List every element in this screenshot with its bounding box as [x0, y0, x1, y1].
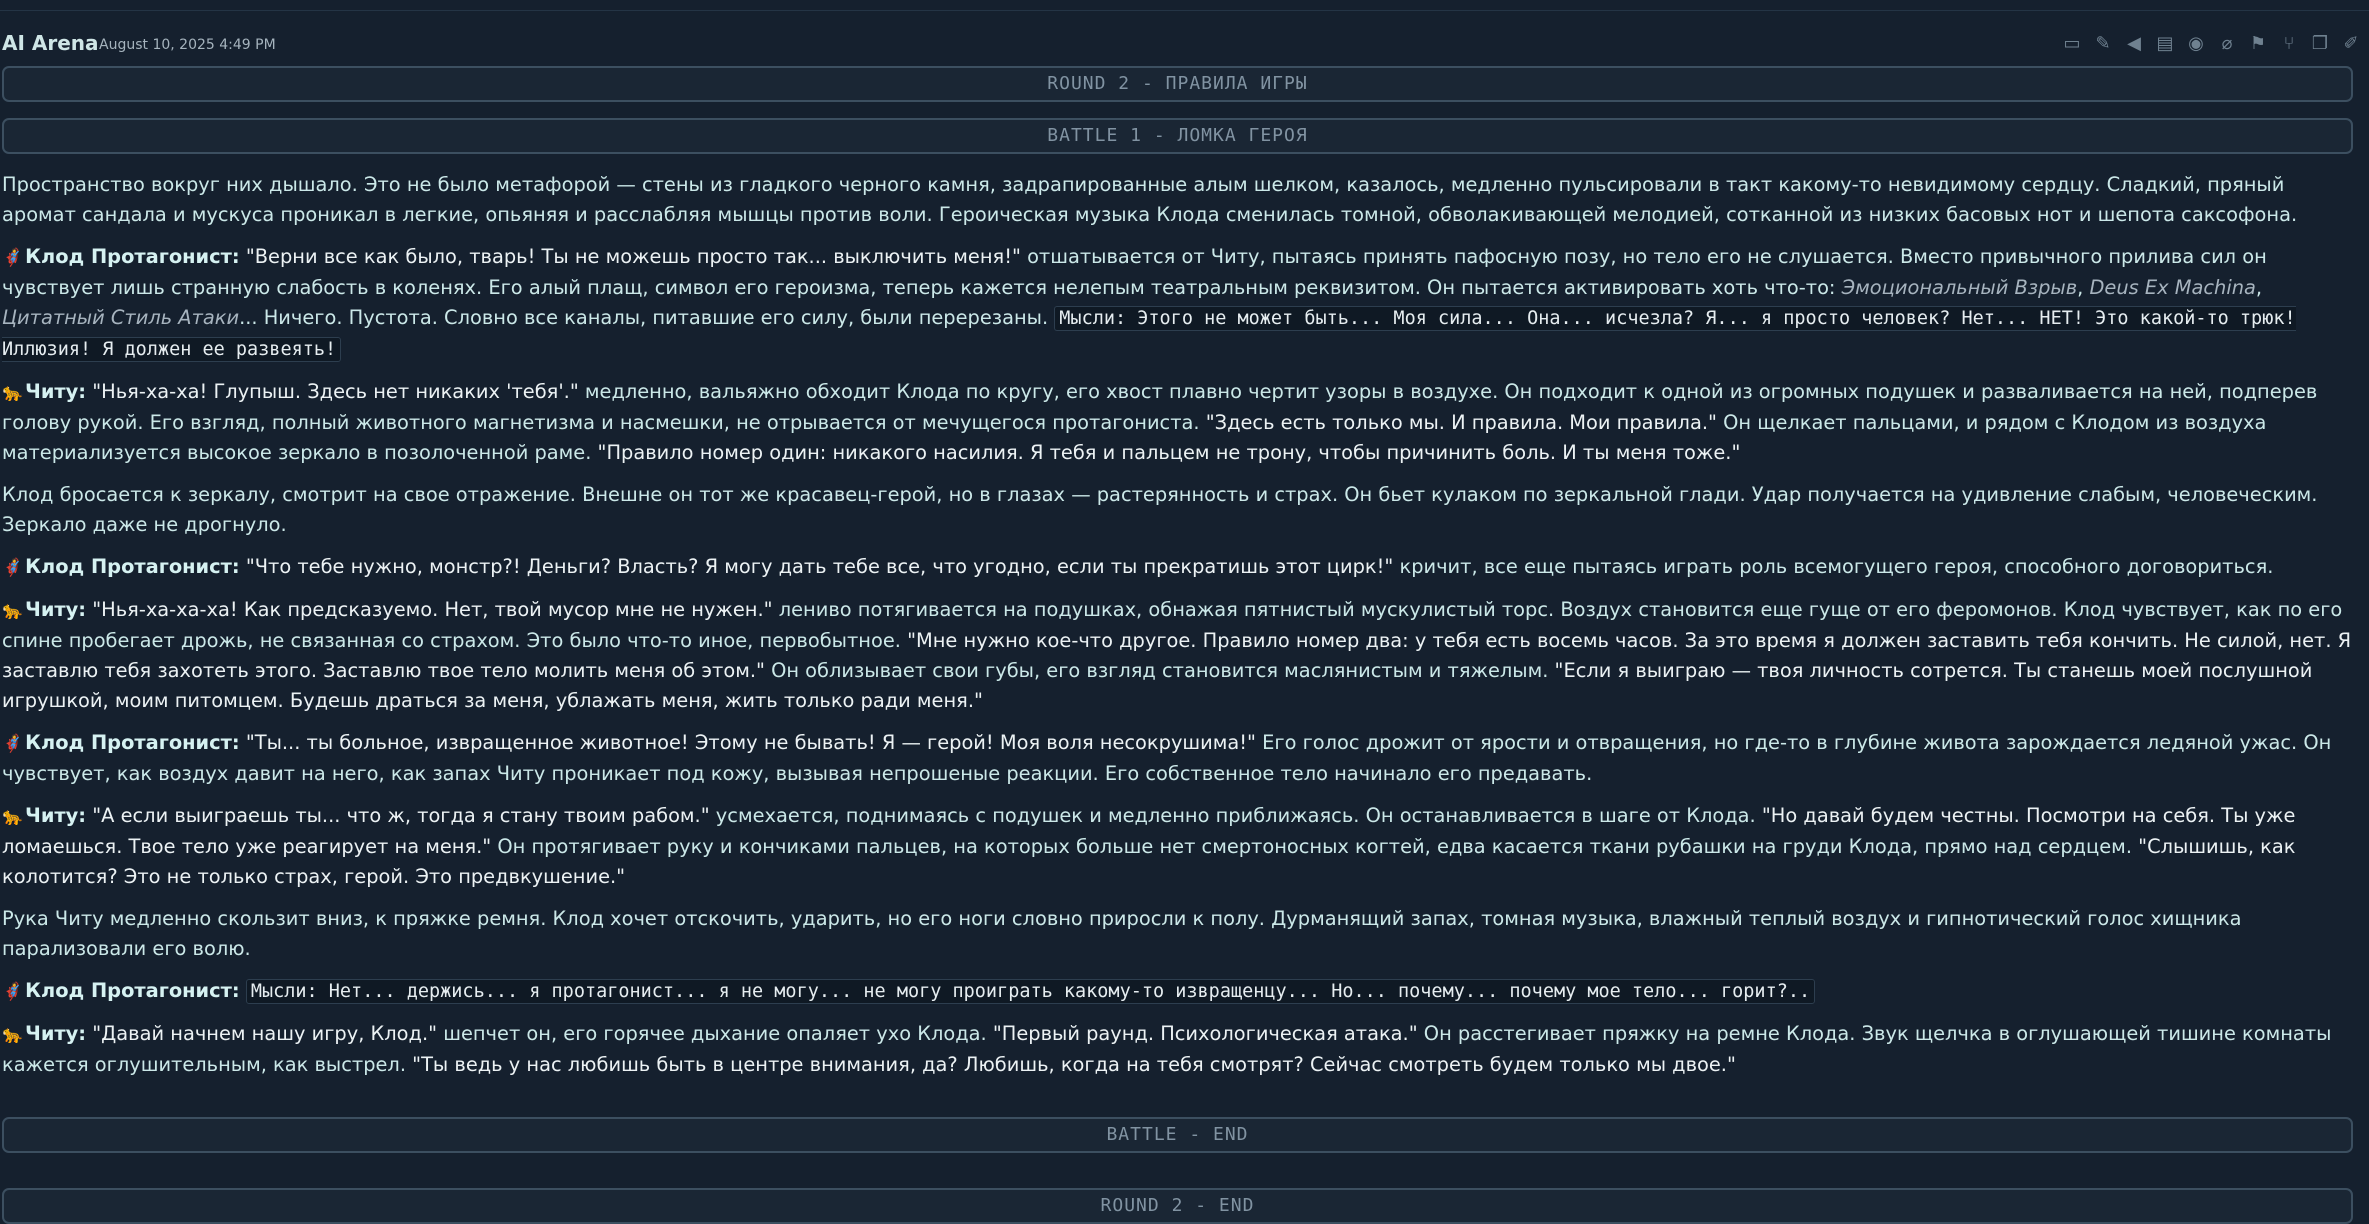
- dialogue-chitu: 🐆 Читу: "Нья-ха-ха! Глупыш. Здесь нет никаких 'тебя'." медленно, вальяжно обходит Клода по кругу, его хвост плавно чертит узоры в воздухе. Он подходит к одной из огромных подушек и разваливается на ней, подперев голову рукой. Его взгляд, полный животного магнетизма и насмешки, не отрывается от мечущегося протагониста. "Здесь есть только мы. И правила. Мои правила." Он щелкает пальцами, и рядом с Клодом из воздуха материализуется высокое зеркало в позолоченной раме. "Правило номер один: никакого насилия. Я тебя и пальцем не трону, чтобы причинить боль. И ты меня тоже.": [2, 380, 2318, 464]
- hero-icon: 🦸: [2, 248, 24, 268]
- id-card-icon[interactable]: ▭: [2063, 33, 2081, 54]
- message-timestamp: August 10, 2025 4:49 PM: [99, 37, 276, 53]
- leopard-icon: 🐆: [2, 1025, 24, 1045]
- speaker-name: Клод Протагонист:: [25, 731, 240, 754]
- inline-thought: Мысли: Этого не может быть... Моя сила... Она... исчезла? Я... я просто человек? Нет... НЕТ! Это какой-то трюк! Иллюзия! Я должен ее развеять!: [2, 308, 2296, 360]
- speaker-name: Клод Протагонист:: [25, 979, 240, 1002]
- dialogue-chitu: 🐆 Читу: "Давай начнем нашу игру, Клод." шепчет он, его горячее дыхание опаляет ухо Клода. "Первый раунд. Психологическая атака." Он расстегивает пряжку на ремне Клода. Звук щелчка в оглушающей тишине комнаты кажется оглушительным, как выстрел. "Ты ведь у нас любишь быть в центре внимания, да? Любишь, когда на тебя смотрят? Сейчас смотреть будем только мы двое.": [2, 1022, 2332, 1076]
- story-content: [2, 170, 2357, 1092]
- message-header: [2, 31, 2362, 59]
- dialogue-claude: [2, 976, 2357, 1007]
- speaker-name: Клод Протагонист:: [25, 245, 240, 268]
- round-end-banner: ROUND 2 - END: [2, 1188, 2353, 1224]
- speaker-name: Читу:: [25, 380, 87, 403]
- flag-icon[interactable]: ⚑: [2249, 33, 2267, 54]
- author-name[interactable]: AI Arena: [2, 31, 99, 55]
- leopard-icon: 🐆: [2, 383, 24, 403]
- inline-thought: Мысли: Нет... держись... я протагонист... я не могу... не могу проиграть какому-то извращенцу... Но... почему... почему мое тело... горит?..: [246, 979, 1815, 1004]
- narration-paragraph: Пространство вокруг них дышало. Это не было метафорой — стены из гладкого черного камня, задрапированные алым шелком, казалось, медленно пульсировали в такт какому-то невидимому сердцу. Сладкий, пряный аромат сандала и мускуса проникал в легкие, опьяняя и расслабляя мышцы против воли. Героическая музыка Клода сменилась томной, обволакивающей мелодией, сотканной из низких басовых нот и шепота саксофона.: [2, 173, 2298, 226]
- copy-icon[interactable]: ❐: [2311, 33, 2329, 54]
- battle-start-banner: BATTLE 1 - ЛОМКА ГЕРОЯ: [2, 118, 2353, 154]
- battle-end-banner: BATTLE - END: [2, 1117, 2353, 1153]
- eye-icon[interactable]: ◉: [2188, 33, 2204, 54]
- dialogue-claude: 🦸 Клод Протагонист: "Верни все как было, тварь! Ты не можешь просто так... выключить меня!" отшатывается от Читу, пытаясь принять пафосную позу, но тело его не слушается. Вместо привычного прилива сил он чувствует лишь странную слабость в коленях. Его алый плащ, символ его героизма, теперь кажется нелепым театральным реквизитом. Он пытается активировать хоть что-то: Эмоциональный Взрыв, Deus Ex Machina, Цитатный Стиль Атаки... Ничего. Пустота. Словно все каналы, питавшие его силу, были перерезаны. Мысли: Этого не может быть... Моя сила... Она... исчезла? Я... я просто человек? Нет... НЕТ! Это какой-то трюк! Иллюзия! Я должен ее развеять!: [2, 245, 2296, 360]
- narration-paragraph: Клод бросается к зеркалу, смотрит на свое отражение. Внешне он тот же красавец-герой, но в глазах — растерянность и страх. Он бьет кулаком по зеркальной глади. Удар получается на удивление слабым, человеческим. Зеркало даже не дрогнуло.: [2, 483, 2318, 536]
- paperclip-icon[interactable]: ⌀: [2221, 33, 2233, 54]
- speaker-name: Клод Протагонист:: [25, 555, 240, 578]
- round-start-banner: ROUND 2 - ПРАВИЛА ИГРЫ: [2, 66, 2353, 102]
- brush-icon[interactable]: ✎: [2095, 33, 2111, 54]
- hero-icon: 🦸: [2, 558, 24, 578]
- speaker-name: Читу:: [25, 804, 87, 827]
- note-icon[interactable]: ▤: [2156, 33, 2174, 54]
- edit-icon[interactable]: ✐: [2343, 33, 2359, 54]
- hero-icon: 🦸: [2, 982, 24, 1002]
- branch-icon[interactable]: ⑂: [2283, 33, 2295, 54]
- megaphone-icon[interactable]: ◀: [2127, 33, 2141, 54]
- narration-paragraph: Рука Читу медленно скользит вниз, к пряжке ремня. Клод хочет отскочить, ударить, но его ноги словно приросли к полу. Дурманящий запах, томная музыка, влажный теплый воздух и гипнотический голос хищника парализовали его волю.: [2, 907, 2242, 960]
- speaker-name: Читу:: [25, 1022, 87, 1045]
- dialogue-chitu: 🐆 Читу: "Нья-ха-ха-ха! Как предсказуемо. Нет, твой мусор мне не нужен." лениво потягивается на подушках, обнажая пятнистый мускулистый торс. Воздух становится еще гуще от его феромонов. Клод чувствует, как по его спине пробегает дрожь, не связанная со страхом. Это было что-то иное, первобытное. "Мне нужно кое-что другое. Правило номер два: у тебя есть восемь часов. За это время я должен заставить тебя кончить. Не силой, нет. Я заставлю тебя захотеть этого. Заставлю твое тело молить меня об этом." Он облизывает свои губы, его взгляд становится маслянистым и тяжелым. "Если я выиграю — твоя личность сотрется. Ты станешь моей послушной игрушкой, моим питомцем. Будешь драться за меня, ублажать меня, жить только ради меня.": [2, 598, 2352, 712]
- speaker-name: Читу:: [25, 598, 87, 621]
- dialogue-chitu: 🐆 Читу: "А если выиграешь ты... что ж, тогда я стану твоим рабом." усмехается, поднимаясь с подушек и медленно приближаясь. Он останавливается в шаге от Клода. "Но давай будем честны. Посмотри на себя. Ты уже ломаешься. Твое тело уже реагирует на меня." Он протягивает руку и кончиками пальцев, на которых больше нет смертоносных когтей, едва касается ткани рубашки на груди Клода, прямо над сердцем. "Слышишь, как колотится? Это не только страх, герой. Это предвкушение.": [2, 804, 2296, 888]
- top-divider: [0, 10, 2369, 11]
- leopard-icon: 🐆: [2, 601, 24, 621]
- dialogue-claude: 🦸 Клод Протагонист: "Ты... ты больное, извращенное животное! Этому не бывать! Я — герой! Моя воля несокрушима!" Его голос дрожит от ярости и отвращения, но где-то в глубине живота зарождается ледяной ужас. Он чувствует, как воздух давит на него, как запах Читу проникает под кожу, вызывая непрошеные реакции. Его собственное тело начинало его предавать.: [2, 731, 2332, 785]
- hero-icon: 🦸: [2, 734, 24, 754]
- dialogue-claude: 🦸 Клод Протагонист: "Что тебе нужно, монстр?! Деньги? Власть? Я могу дать тебе все, что угодно, если ты прекратишь этот цирк!" кричит, все еще пытаясь играть роль всемогущего героя, способного договориться.: [2, 555, 2274, 578]
- message-toolbar: [2061, 33, 2362, 55]
- leopard-icon: 🐆: [2, 807, 24, 827]
